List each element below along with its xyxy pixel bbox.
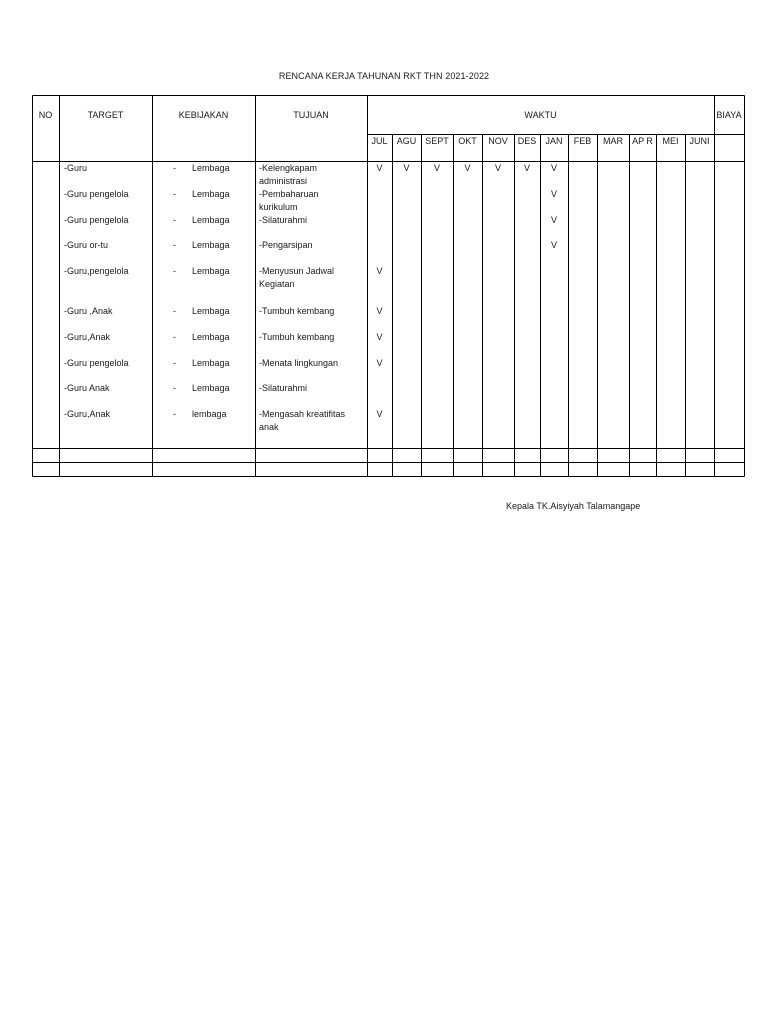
month-header: MAR xyxy=(603,136,623,146)
month-header: JUNI xyxy=(689,136,710,146)
month-header: JUL xyxy=(371,136,388,146)
row-target: -Guru pengelola xyxy=(64,215,129,225)
row-tujuan: -Tumbuh kembang xyxy=(259,332,335,342)
check-mark: V xyxy=(464,163,471,173)
row-kebijakan-dash: - xyxy=(173,240,176,250)
header-no: NO xyxy=(38,110,53,120)
check-mark: V xyxy=(376,358,383,368)
row-target: -Guru ,Anak xyxy=(64,306,113,316)
header-waktu: WAKTU xyxy=(524,110,557,120)
check-mark: V xyxy=(494,163,501,173)
month-header: SEPT xyxy=(425,136,449,146)
row-tujuan: -Silaturahmi xyxy=(259,383,308,393)
row-target: -Guru Anak xyxy=(64,383,110,393)
row-kebijakan-dash: - xyxy=(173,266,176,276)
row-kebijakan: lembaga xyxy=(192,409,227,419)
row-target: -Guru pengelola xyxy=(64,358,129,368)
row-kebijakan: Lembaga xyxy=(192,215,230,225)
check-mark: V xyxy=(550,215,557,225)
row-kebijakan: Lembaga xyxy=(192,163,230,173)
header-target: TARGET xyxy=(87,110,124,120)
row-tujuan: -Menyusun Jadwal Kegiatan xyxy=(259,266,335,289)
month-header: MEI xyxy=(662,136,679,146)
row-kebijakan-dash: - xyxy=(173,409,176,419)
row-kebijakan: Lembaga xyxy=(192,383,230,393)
row-kebijakan-dash: - xyxy=(173,189,176,199)
check-mark: V xyxy=(403,163,410,173)
row-kebijakan-dash: - xyxy=(173,383,176,393)
row-tujuan: -Tumbuh kembang xyxy=(259,306,335,316)
check-mark: V xyxy=(376,163,383,173)
check-mark: V xyxy=(376,409,383,419)
row-tujuan: -Pembaharuan kurikulum xyxy=(259,189,319,212)
month-header: JAN xyxy=(545,136,563,146)
header-kebijakan: KEBIJAKAN xyxy=(178,110,229,120)
row-tujuan: -Kelengkapam administrasi xyxy=(259,163,318,186)
row-tujuan: -Mengasah kreatifitas anak xyxy=(259,409,346,432)
month-header: AP R xyxy=(632,136,653,146)
check-mark: V xyxy=(550,163,557,173)
row-target: -Guru pengelola xyxy=(64,189,129,199)
month-header: OKT xyxy=(458,136,477,146)
row-kebijakan: Lembaga xyxy=(192,332,230,342)
document-title: RENCANA KERJA TAHUNAN RKT THN 2021-2022 xyxy=(278,71,490,81)
row-kebijakan-dash: - xyxy=(173,215,176,225)
row-kebijakan-dash: - xyxy=(173,306,176,316)
check-mark: V xyxy=(550,240,557,250)
row-target: -Guru,Anak xyxy=(64,409,111,419)
row-tujuan: -Pengarsipan xyxy=(259,240,313,250)
row-target: -Guru,Anak xyxy=(64,332,111,342)
row-target: -Guru or-tu xyxy=(64,240,109,250)
row-tujuan: -Menata lingkungan xyxy=(259,358,339,368)
month-header: NOV xyxy=(488,136,508,146)
row-kebijakan: Lembaga xyxy=(192,266,230,276)
header-tujuan: TUJUAN xyxy=(293,110,329,120)
row-kebijakan-dash: - xyxy=(173,332,176,342)
month-header: FEB xyxy=(573,136,592,146)
header-biaya: BIAYA xyxy=(716,110,742,120)
month-header: DES xyxy=(517,136,537,146)
row-kebijakan: Lembaga xyxy=(192,358,230,368)
row-kebijakan: Lembaga xyxy=(192,306,230,316)
signature-label: Kepala TK.Aisyiyah Talamangape xyxy=(506,501,641,511)
check-mark: V xyxy=(433,163,440,173)
row-kebijakan: Lembaga xyxy=(192,189,230,199)
row-kebijakan-dash: - xyxy=(173,163,176,173)
row-target: -Guru xyxy=(64,163,88,173)
row-kebijakan-dash: - xyxy=(173,358,176,368)
row-tujuan: -Silaturahmi xyxy=(259,215,308,225)
row-target: -Guru,pengelola xyxy=(64,266,129,276)
check-mark: V xyxy=(550,189,557,199)
month-header: AGU xyxy=(396,136,417,146)
check-mark: V xyxy=(376,266,383,276)
check-mark: V xyxy=(523,163,530,173)
check-mark: V xyxy=(376,306,383,316)
row-kebijakan: Lembaga xyxy=(192,240,230,250)
check-mark: V xyxy=(376,332,383,342)
